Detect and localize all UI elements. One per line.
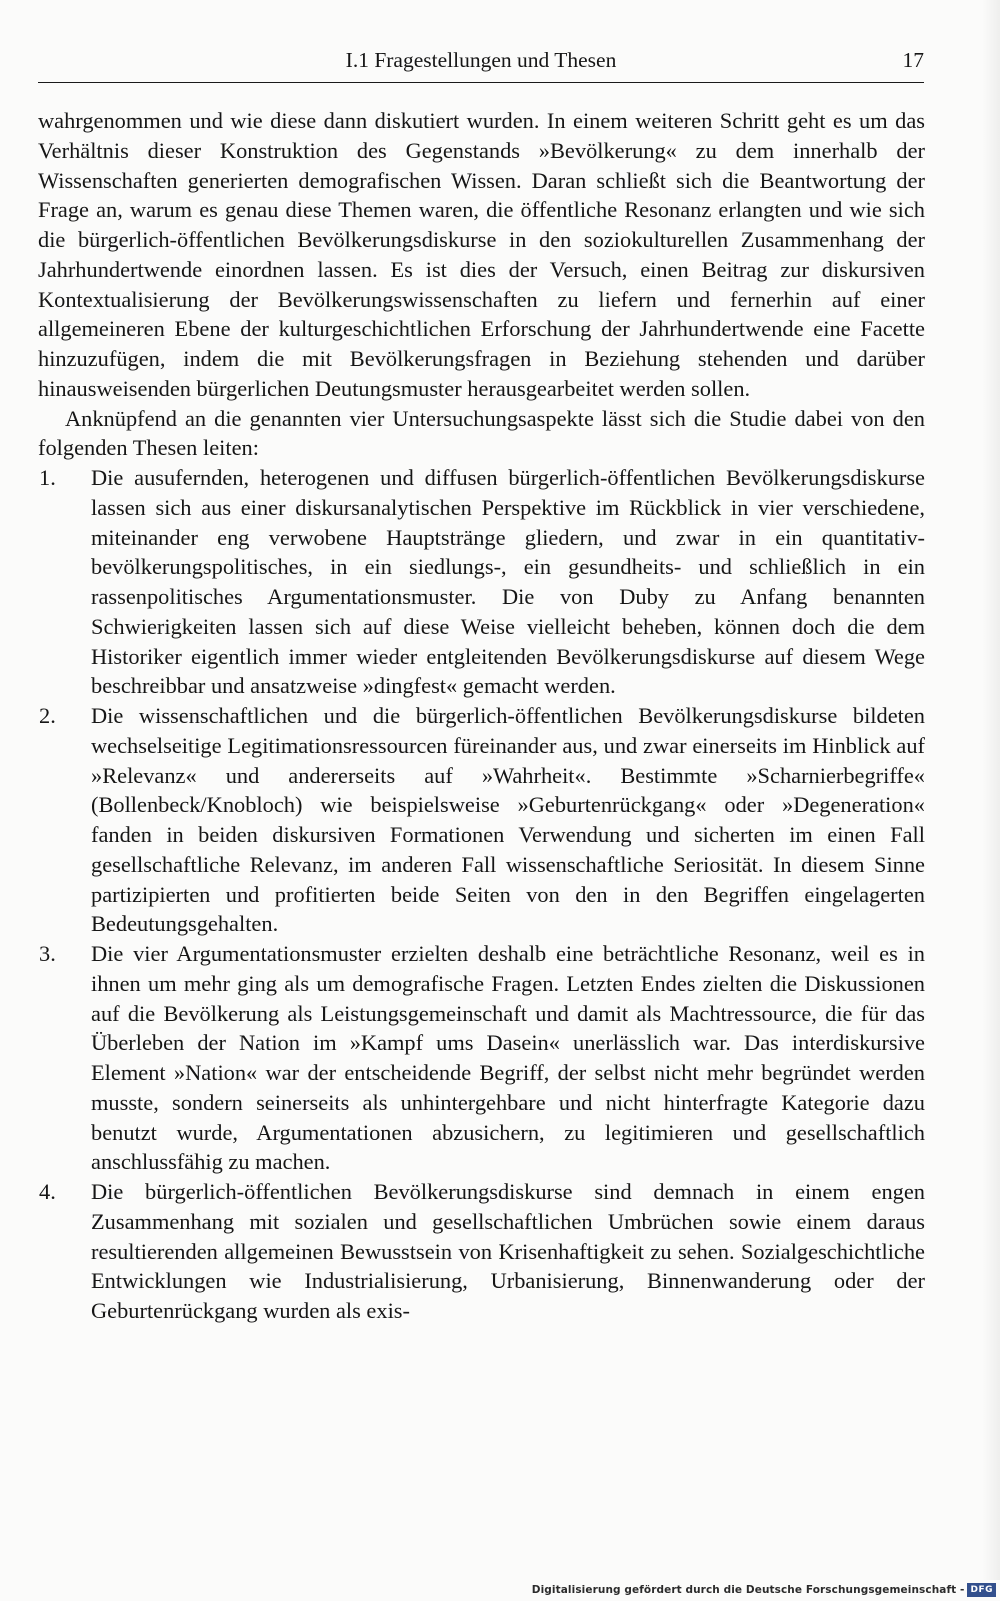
thesis-item [38,939,925,1177]
page-number: 17 [902,48,924,72]
thesis-text: Die ausufernden, heterogenen und diffusen bürgerlich-öffentlichen Bevölkerungsdiskurse lassen sich aus einer diskursanalytischen Perspektive im Rückblick in vier verschiedene, miteinander eng verwobene Hauptstränge gliedern, und zwar in ein quantitativ-bevölkerungspolitisches, in ein siedlungs-, ein gesundheits- und schließlich in ein rassenpolitisches Argumentationsmuster. Die von Duby zu Anfang benannten Schwierigkeiten lassen sich auf diese Weise vielleicht beheben, können doch die dem Historiker eigentlich immer wieder entgleitenden Bevölkerungsdiskurse auf diesem Wege beschreibbar und ansatzweise »dingfest« gemacht werden. [91,465,925,699]
page-body [38,106,925,1326]
digitization-footer [532,1582,996,1598]
thesis-number: 1. [39,465,56,490]
footer-text: Digitalisierung gefördert durch die Deutsche Forschungsgemeinschaft - [531,1584,965,1596]
thesis-item [38,1177,925,1326]
thesis-text: Die bürgerlich-öffentlichen Bevölkerungsdiskurse sind demnach in einem engen Zusammenhang mit sozialen und gesellschaftlichen Umbrüchen sowie einem daraus resultierenden allgemeinen Bewusstsein von Krisenhaftigkeit zu sehen. Sozialgeschichtliche Entwicklungen wie Industrialisierung, Urbanisierung, Binnenwanderung oder der Geburtenrückgang wurden als exis- [91,1179,925,1323]
thesis-number: 4. [39,1179,56,1204]
body-paragraph: wahrgenommen und wie diese dann diskutiert wurden. In einem weiteren Schritt geht es um das Verhältnis dieser Konstruktion des Gegenstands »Bevölkerung« zu dem innerhalb der Wissenschaften generierten demografischen Wissen. Daran schließt sich die Beantwortung der Frage an, warum es genau diese Themen waren, die öffentliche Resonanz erlangten und wie sich die bürgerlich-öffentlichen Bevölkerungsdiskurse in den soziokulturellen Zusammenhang der Jahrhundertwende einordnen lassen. Es ist dies der Versuch, einen Beitrag zur diskursiven Kontextualisierung der Bevölkerungswissenschaften zu liefern und fernerhin auf einer allgemeineren Ebene der kulturgeschichtlichen Erforschung der Jahrhundertwende eine Facette hinzuzufügen, indem die mit Bevölkerungsfragen in Beziehung stehenden und darüber hinausweisenden bürgerlichen Deutungsmuster herausgearbeitet werden sollen. [38,108,925,401]
running-head: I.1 Fragestellungen und Thesen [345,48,617,72]
thesis-number: 2. [39,703,56,728]
body-paragraph: Anknüpfend an die genannten vier Untersuchungsaspekte lässt sich die Studie dabei von den folgenden Thesen leiten: [38,405,925,461]
page-header [38,46,924,83]
thesis-text: Die wissenschaftlichen und die bürgerlich-öffentlichen Bevölkerungsdiskurse bildeten wechselseitige Legitimationsressourcen füreinander aus, und zwar einerseits im Hinblick auf »Relevanz« und andererseits auf »Wahrheit«. Bestimmte »Scharnierbegriffe« (Bollenbeck/Knobloch) wie beispielsweise »Geburtenrückgang« oder »Degeneration« fanden in beiden diskursiven Formationen Verwendung und sicherten im einen Fall gesellschaftliche Relevanz, im anderen Fall wissenschaftliche Seriosität. In diesem Sinne partizipierten und profitierten beide Seiten von den in den Begriffen eingelagerten Bedeutungsgehalten. [91,703,925,937]
page-edge-shadow [982,0,1000,1580]
thesis-number: 3. [39,941,56,966]
thesis-item [38,701,925,939]
thesis-item [38,463,925,701]
thesis-text: Die vier Argumentationsmuster erzielten deshalb eine beträchtliche Resonanz, weil es in ihnen um mehr ging als um demografische Fragen. Letzten Endes zielten die Diskussionen auf die Bevölkerung als Leistungsgemeinschaft und damit als Machtressource, die für das Überleben der Nation im »Kampf ums Dasein« unerlässlich war. Das interdiskursive Element »Nation« war der entscheidende Begriff, der selbst nicht mehr begründet werden musste, sondern seinerseits als unhintergehbare und nicht hinterfragte Kategorie dazu benutzt wurde, Argumentationen abzusichern, zu legitimieren und gesellschaftlich anschlussfähig zu machen. [91,941,925,1175]
dfg-logo: DFG [967,1583,996,1597]
theses-list [38,463,925,1326]
